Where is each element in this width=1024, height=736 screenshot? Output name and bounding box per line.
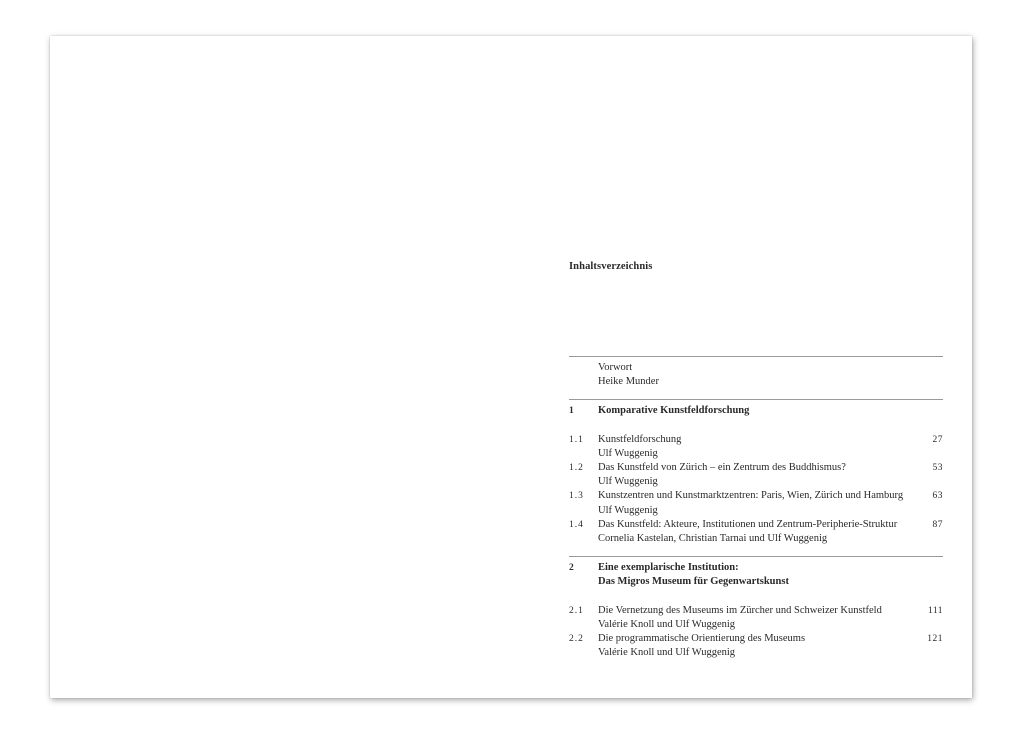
chapter-entry <box>569 518 943 546</box>
chapter-author: Ulf Wuggenig <box>598 447 658 459</box>
chapter-number: 2.1 <box>569 605 584 616</box>
part-heading <box>569 404 943 418</box>
part-number: 1 <box>569 406 575 417</box>
chapter-author: Cornelia Kastelan, Christian Tarnai und Ulf Wuggenig <box>598 533 828 545</box>
chapter-page-number: 87 <box>932 519 943 530</box>
chapter-page-number: 53 <box>932 463 943 474</box>
chapter-entry <box>569 632 943 660</box>
toc-section-part-2 <box>569 556 943 660</box>
book-spread <box>50 36 972 698</box>
chapter-entry <box>569 489 943 517</box>
chapter-page-number: 111 <box>927 605 943 616</box>
chapter-entry <box>569 461 943 489</box>
foreword-author: Heike Munder <box>598 376 659 388</box>
part-title: Komparative Kunstfeldforschung <box>598 405 750 417</box>
chapter-title: Kunstfeldforschung <box>598 433 682 445</box>
toc-heading: Inhaltsverzeichnis <box>569 261 653 272</box>
chapter-entry <box>569 604 943 632</box>
part-title-line-1: Eine exemplarische Institution: <box>598 562 739 574</box>
chapter-number: 1.1 <box>569 434 584 445</box>
part-title-line-2: Das Migros Museum für Gegenwartskunst <box>598 576 789 588</box>
chapter-author: Valérie Knoll und Ulf Wuggenig <box>598 618 736 630</box>
part-heading <box>569 561 943 589</box>
chapter-author: Ulf Wuggenig <box>598 504 658 516</box>
chapter-title: Kunstzentren und Kunstmarktzentren: Paris, Wien, Zürich und Hamburg <box>598 490 904 502</box>
chapter-page-number: 27 <box>932 434 943 445</box>
toc-section-part-1 <box>569 399 943 556</box>
chapter-title: Die Vernetzung des Museums im Zürcher und Schweizer Kunstfeld <box>598 604 882 616</box>
chapter-author: Ulf Wuggenig <box>598 476 658 488</box>
chapter-number: 1.4 <box>569 519 584 530</box>
part-number: 2 <box>569 563 575 574</box>
chapter-page-number: 121 <box>927 634 943 645</box>
toc-entry-foreword <box>569 361 943 389</box>
chapter-page-number: 63 <box>932 491 943 502</box>
chapter-title: Das Kunstfeld von Zürich – ein Zentrum des Buddhismus? <box>598 462 846 474</box>
chapter-title: Das Kunstfeld: Akteure, Institutionen und Zentrum-Peripherie-Struktur <box>598 518 898 530</box>
chapter-number: 1.2 <box>569 463 584 474</box>
chapter-number: 2.2 <box>569 634 584 645</box>
foreword-title: Vorwort <box>598 362 633 373</box>
toc-section-foreword <box>569 356 943 399</box>
right-page <box>569 36 943 698</box>
chapter-entry <box>569 433 943 461</box>
table-of-contents <box>569 356 943 660</box>
chapter-number: 1.3 <box>569 491 584 502</box>
chapter-title: Die programmatische Orientierung des Museums <box>598 633 806 645</box>
chapter-author: Valérie Knoll und Ulf Wuggenig <box>598 647 736 659</box>
